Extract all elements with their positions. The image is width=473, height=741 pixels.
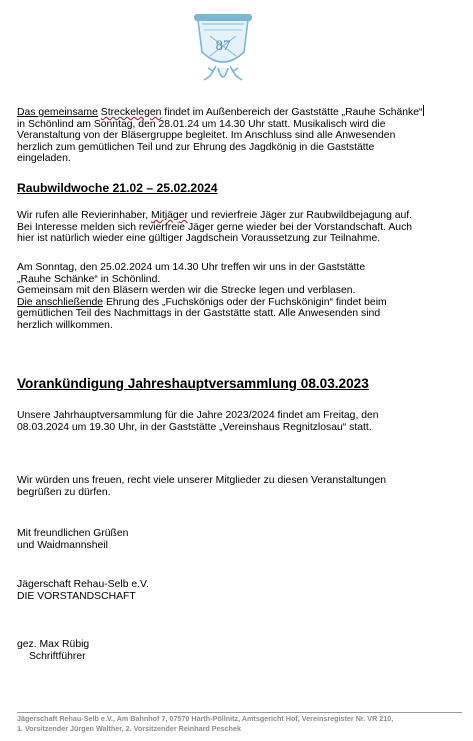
organization-name <box>17 579 462 602</box>
text-line: in Schönlind am Sonntag, den 28.01.24 um 14.30 Uhr statt. Musikalisch wird die <box>17 118 386 130</box>
text-line: hier ist natürlich wieder eine gültiger Jagdschein Voraussetzung zur Teilnahme. <box>17 233 381 245</box>
text-line: Bei Interesse melden sich revierfreie Jäger gerne wieder bei der Vorstandschaft. Auch <box>17 221 413 233</box>
text-line: „Rauhe Schänke“ in Schönlind. <box>17 273 161 285</box>
footer-line: Jägerschaft Rehau-Selb e.V., Am Bahnhof 7, 07570 Harth-Pöllnitz, Amtsgericht Hof, Vereinsregister Nr. VR 210, <box>17 714 394 723</box>
text-line: Veranstaltung von der Bläsergruppe begleitet. Im Anschluss sind alle Anwesenden <box>17 130 396 142</box>
text-line: DIE VORSTANDSCHAFT <box>17 590 136 602</box>
text-line: begrüßen zu dürfen. <box>17 486 111 498</box>
text-line: Unsere Jahrhauptversammlung für die Jahre 2023/2024 findet am Freitag, den <box>17 410 379 421</box>
paragraph-raubwild-call <box>17 210 462 245</box>
text: Die <box>17 296 33 308</box>
text-line: eingeladen. <box>17 153 71 165</box>
text-line: und Waidmannsheil <box>17 539 108 551</box>
text: Ehrung des „Fuchskönigs oder der Fuchskönigin“ findet beim <box>103 296 387 308</box>
text-cursor <box>423 105 424 116</box>
text-line: herzlich zum gemütlichen Teil und zur Ehrung des Jagdkönig in die Gaststätte <box>17 141 375 153</box>
paragraph-jhv <box>17 410 462 433</box>
signer-role: Schriftführer <box>29 650 86 662</box>
heading-raubwildwoche: Raubwildwoche 21.02 – 25.02.2024 <box>17 181 218 195</box>
paragraph-invitation <box>17 475 462 498</box>
signature-block <box>17 639 462 662</box>
misspelled-word: gemeinsame <box>38 107 98 118</box>
footer-line: 1. Vorsitzender Jürgen Walther, 2. Vorsitzender Reinhard Peschek <box>17 723 241 733</box>
paragraph-sunday-meeting <box>17 262 462 332</box>
svg-text:87: 87 <box>215 38 231 54</box>
text: und revierfreie Jäger zur Raubwildbejagung auf. <box>187 210 413 221</box>
misspelled-word: anschließende <box>35 296 104 308</box>
text-line: herzlich willkommen. <box>17 319 113 331</box>
heading-jahreshauptversammlung: Vorankündigung Jahreshauptversammlung 08.03.2023 <box>17 376 369 391</box>
text-line: 08.03.2024 um 19.30 Uhr, in der Gaststätte „Vereinshaus Regnitzlosau“ statt. <box>17 421 372 433</box>
text-line: Jägerschaft Rehau-Selb e.V. <box>17 579 149 590</box>
text: findet im Außenbereich der Gaststätte „Rauhe Schänke“ <box>161 107 423 118</box>
text: Wir rufen alle Revierinhaber, <box>17 210 151 221</box>
hunting-club-crest-icon <box>192 10 254 90</box>
text: Das <box>17 107 36 118</box>
text-line: Wir würden uns freuen, recht viele unserer Mitglieder zu diesen Veranstaltungen <box>17 475 387 486</box>
text-line: Gemeinsam mit den Bläsern werden wir die Strecke legen und verblasen. <box>17 285 356 297</box>
text-line: Mit freundlichen Grüßen <box>17 528 129 539</box>
text-line: gemütlichen Teil des Nachmittags in der Gaststätte statt. Alle Anwesenden sind <box>17 308 381 320</box>
signer-name: gez. Max Rübig <box>17 639 90 650</box>
misspelled-word: Streckelegen <box>100 107 162 118</box>
footer-divider <box>17 712 462 713</box>
paragraph-streckelegen <box>17 105 462 165</box>
page-footer <box>17 714 462 733</box>
text-line: Am Sonntag, den 25.02.2024 um 14.30 Uhr treffen wir uns in der Gaststätte <box>17 262 366 273</box>
misspelled-word: Mitjäger <box>150 210 188 221</box>
closing-greeting <box>17 528 462 551</box>
